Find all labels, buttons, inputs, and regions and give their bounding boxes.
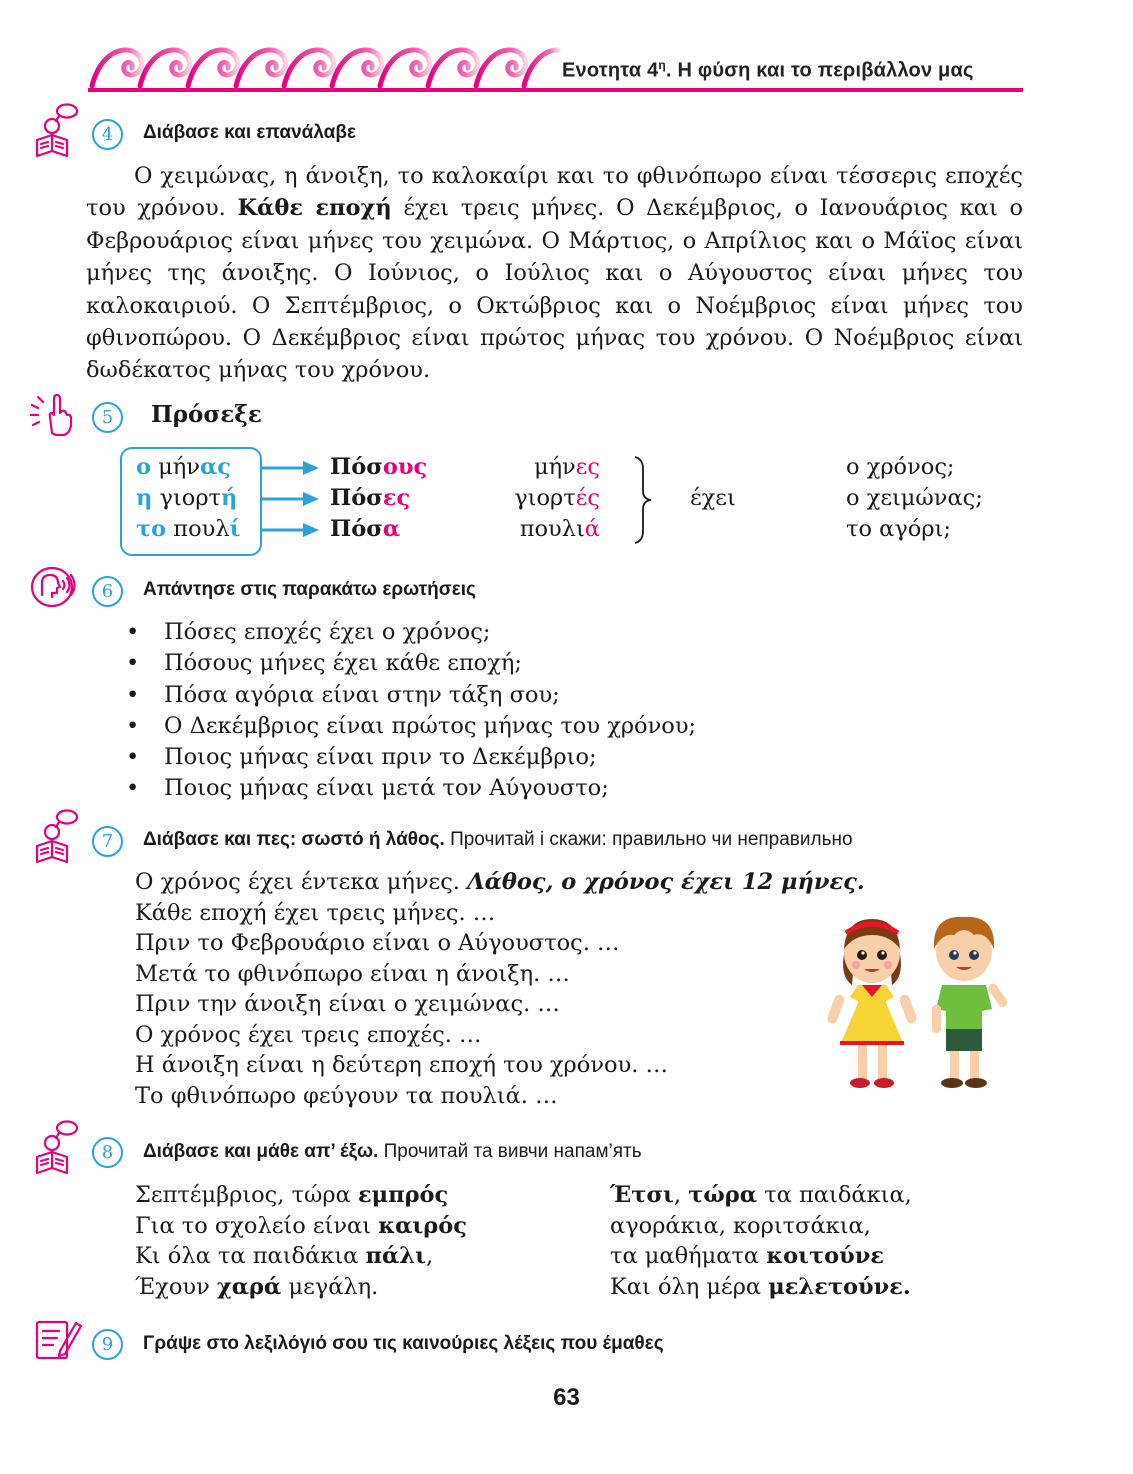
exercise-number-6: 6 <box>92 576 123 607</box>
writing-notebook-icon <box>34 1317 82 1361</box>
right-brace <box>633 455 653 545</box>
reading-child-icon <box>33 1119 81 1175</box>
exercise-5-title: Πρόσεξε <box>151 401 262 428</box>
exercise-number-5: 5 <box>92 402 123 433</box>
statement: Το φθινόπωρο φεύγουν τα πουλιά. … <box>135 1082 558 1109</box>
list-item: • Πόσους μήνες έχει κάθε εποχή; <box>124 648 696 679</box>
poem-line: αγοράκια, κοριτσάκια, <box>610 1212 871 1239</box>
object-1: ο χρόνος; <box>846 454 955 480</box>
exercise-6-title: Απάντησε στις παρακάτω ερωτήσεις <box>143 579 476 600</box>
reading-child-icon <box>33 102 81 158</box>
children-illustration <box>824 905 1016 1095</box>
statement: Πριν το Φεβρουάριο είναι ο Αύγουστος. … <box>135 930 620 956</box>
object-2: ο χειμώνας; <box>846 485 983 511</box>
poem-line: Και όλη μέρα μελετούνε. <box>610 1273 911 1300</box>
arrow-icon <box>261 523 319 537</box>
question-word-1: Πόσους <box>330 454 428 480</box>
plural-noun-2: γιορτές <box>514 485 600 511</box>
true-false-statements <box>135 867 865 1111</box>
exercise-number-8: 8 <box>92 1137 123 1168</box>
poem-line: Για το σχολείο είναι καιρός <box>135 1212 467 1239</box>
arrow-icon <box>261 492 319 506</box>
poem-line: Κι όλα τα παιδάκια πάλι, <box>135 1243 434 1269</box>
header-wave-ornament <box>88 42 568 90</box>
plural-noun-3: πουλιά <box>519 516 600 542</box>
statement: Η άνοιξη είναι η δεύτερη εποχή του χρόνου. … <box>135 1052 669 1078</box>
exercise-8-title: Διάβασε και μάθε απ’ έξω. Прочитай та вивчи напам’ять <box>143 1141 642 1162</box>
object-3: το αγόρι; <box>846 516 951 542</box>
statement: Πριν την άνοιξη είναι ο χειμώνας. … <box>135 991 560 1017</box>
exercise-7-title: Διάβασε και πες: σωστό ή λάθος. Прочитай і скажи: правильно чи неправильно <box>143 829 853 850</box>
header-divider <box>88 88 1023 92</box>
article-row-1: ο μήνας <box>136 454 231 480</box>
statement: Ο χρόνος έχει τρεις εποχές. … <box>135 1021 482 1048</box>
list-item: • Ποιος μήνας είναι πριν το Δεκέμβριο; <box>124 742 696 773</box>
exercise-number-9: 9 <box>92 1329 123 1360</box>
exercise-number-7: 7 <box>92 826 123 857</box>
question-list <box>124 617 696 805</box>
question-word-2: Πόσες <box>330 485 411 511</box>
poem-right-stanza <box>610 1180 912 1302</box>
poem-line: Σεπτέμβριος, τώρα εμπρός <box>135 1182 449 1208</box>
list-item: • Πόσα αγόρια είναι στην τάξη σου; <box>124 680 696 711</box>
exercise-9-title: Γράψε στο λεξιλόγιό σου τις καινούριες λέξεις που έμαθες <box>143 1333 664 1354</box>
unit-title: Ενοτητα $4^\eta$. Η φύση και το περιβάλλον μας <box>562 58 974 82</box>
plural-noun-1: μήνες <box>533 454 600 480</box>
poem-line: τα μαθήματα κοιτούνε <box>610 1243 885 1269</box>
article-row-2: η γιορτή <box>136 485 238 511</box>
speaking-head-icon <box>30 565 84 609</box>
poem-line: Έτσι, τώρα τα παιδάκια, <box>610 1182 912 1208</box>
page-number: 63 <box>553 1384 580 1411</box>
statement: Κάθε εποχή έχει τρεις μήνες. … <box>135 899 496 926</box>
exercise-4-paragraph: Ο χειμώνας, η άνοιξη, το καλοκαίρι και το φθινόπωρο είναι τέσσερις εποχές του χρόνου. Κάθε εποχή έχει τρεις μήνες. Ο Δεκέμβριος, ο Ιανουάριος και ο Φεβρουάριος είναι μήνες του χειμώνα. Ο Μάρτιος, ο Απρίλιος και ο Μάϊος είναι μήνες της άνοιξης. Ο Ιούνιος, ο Ιούλιος και ο Αύγουστος είναι μήνες του καλοκαιριού. Ο Σεπτέμβριος, ο Οκτώβριος και ο Νοέμβριος είναι μήνες του φθινοπώρου. Ο Δεκέμβριος είναι πρώτος μήνας του χρόνου. Ο Νοέμβριος είναι δωδέκατος μήνας του χρόνου. <box>86 163 1023 384</box>
exercise-4-title: Διάβασε και επανάλαβε <box>143 122 356 143</box>
arrow-icon <box>261 461 319 475</box>
article-row-3: το πουλί <box>136 516 241 542</box>
example-statement: Ο χρόνος έχει έντεκα μήνες. Λάθος, ο χρόνος έχει 12 μήνες. <box>135 869 865 895</box>
exercise-number-4: 4 <box>92 119 123 150</box>
list-item: • Ο Δεκέμβριος είναι πρώτος μήνας του χρόνου; <box>124 711 696 742</box>
list-item: • Ποιος μήνας είναι μετά τον Αύγουστο; <box>124 773 696 804</box>
list-item: • Πόσες εποχές έχει ο χρόνος; <box>124 617 696 648</box>
poem-left-stanza <box>135 1180 467 1302</box>
reading-child-icon <box>33 808 81 864</box>
statement: Μετά το φθινόπωρο είναι η άνοιξη. … <box>135 960 570 987</box>
verb-echei: έχει <box>690 485 736 511</box>
attention-hand-icon <box>30 393 74 437</box>
question-word-3: Πόσα <box>330 516 401 542</box>
poem-line: Έχουν χαρά μεγάλη. <box>135 1273 379 1300</box>
